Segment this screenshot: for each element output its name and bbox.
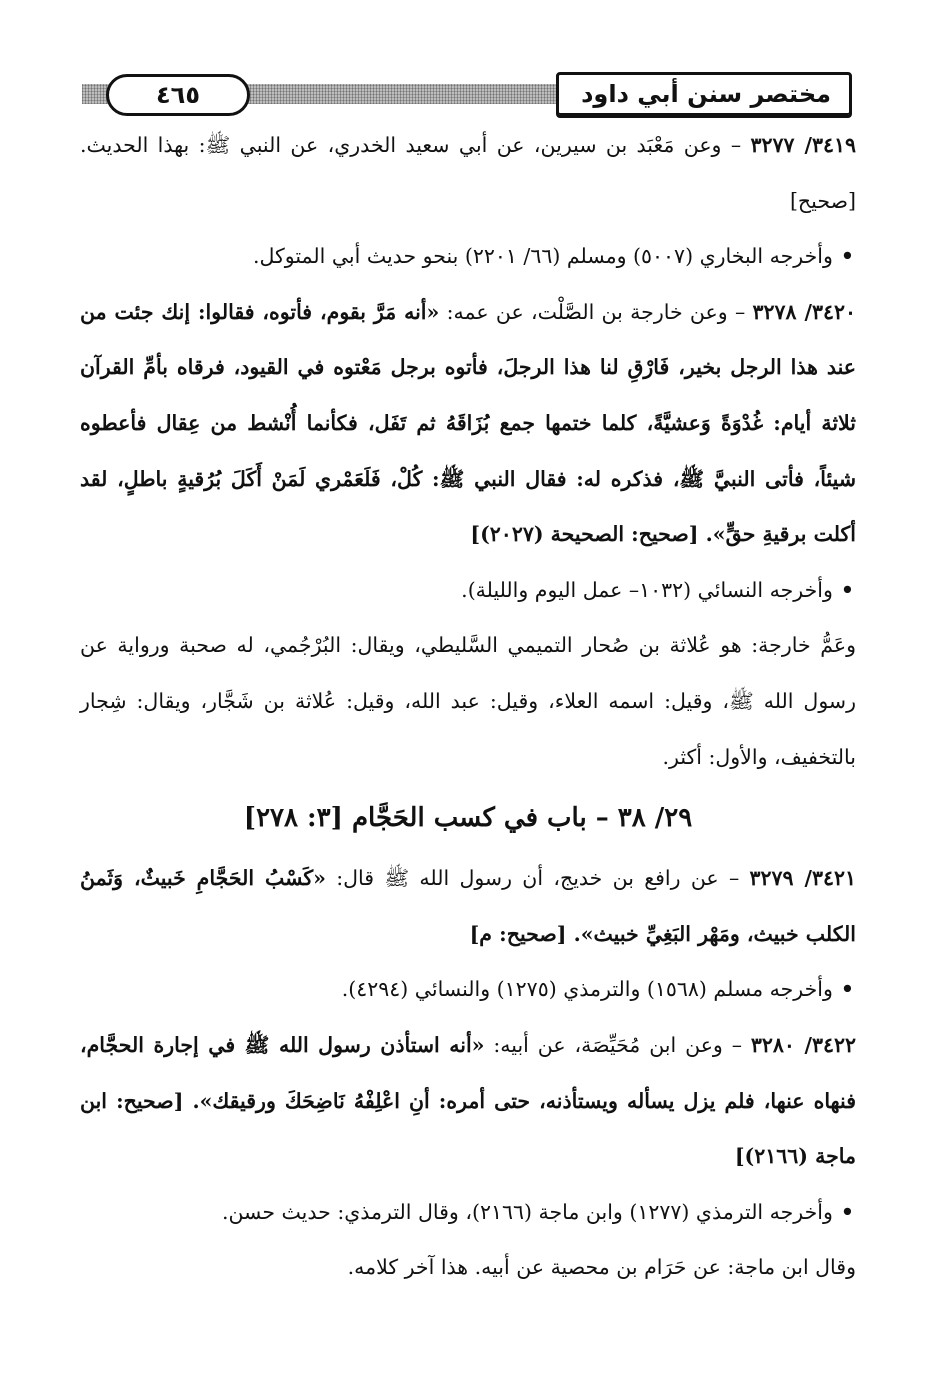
takhrij-3421 (80, 962, 856, 1018)
takhrij-text: وأخرجه النسائي (١٠٣٢– عمل اليوم والليلة). (461, 577, 833, 602)
hadith-number: ٣٤١٩/ ٣٢٧٧ (750, 133, 857, 157)
hadith-3422 (80, 1018, 856, 1185)
hadith-3421 (80, 851, 856, 962)
takhrij-text: وأخرجه الترمذي (١٢٧٧) وابن ماجة (٢١٦٦)، وقال الترمذي: حديث حسن. (221, 1199, 833, 1224)
bullet-icon: • (840, 1199, 854, 1224)
book-title: مختصر سنن أبي داود (556, 72, 852, 118)
chapter-heading: ٢٩/ ٣٨ – باب في كسب الحَجَّام [٣: ٢٧٨] (243, 803, 693, 834)
takhrij-text: وأخرجه البخاري (٥٠٠٧) ومسلم (٦٦/ ٢٢٠١) بنحو حديث أبي المتوكل. (252, 244, 833, 269)
note-3420: وعَمُّ خارجة: هو عُلاثة بن صُحار التميمي السَّليطي، ويقال: البُرْجُمي، له صحبة ورواية عن رسول الله ﷺ، وقيل: اسمه العلاء، وقيل: عبد الله، وقيل: عُلاثة بن شَجَّار، ويقال: شِجار بالتخفيف، والأول: أكثر. (80, 633, 856, 769)
bullet-icon: • (840, 577, 854, 602)
bullet-icon: • (840, 244, 854, 269)
page-number: ٤٦٥ (106, 74, 250, 116)
hadith-text: – وعن مَعْبَد بن سيرين، عن أبي سعيد الخدري، عن النبي ﷺ: بهذا الحديث. [صحيح] (80, 133, 856, 213)
hadith-text: «أنه مَرَّ بقوم، فأتوه، فقالوا: إنك جئت من عند هذا الرجل بخير، فَارْقِ لنا هذا الرجلَ، فأتوه برجل مَعْتوه في القيود، فرقاه بأمِّ القرآن ثلاثة أيام: غُدْوَةً وَعشيَّةً، كلما ختمها جمع بُزَاقَهُ ثم تَفَل، فكأنما أُنْشط من عِقال فأعطوه شيئاً، فأتى النبيَّ ﷺ، فذكره له: فقال النبي ﷺ: كُلْ، فَلَعَمْري لَمَنْ أَكَلَ بُرُقيةٍ باطلٍ، لقد أكلت برقيةِ حقٍّ». [صحيح: الصحيحة (٢٠٢٧)] (80, 299, 856, 547)
hadith-3420 (80, 285, 856, 563)
note-3422: وقال ابن ماجة: عن حَرَام بن محصية عن أبيه. هذا آخر كلامه. (347, 1255, 856, 1280)
page-content (80, 118, 856, 1296)
hadith-text: «أنه استأذن رسول الله ﷺ في إجارة الحجَّام، فنهاه عنها، فلم يزل يسأله ويستأذنه، حتى أمره: أنِ اعْلِفْهُ نَاضِحَكَ ورقيقك». [صحيح: ابن ماجة (٢١٦٦)] (80, 1032, 856, 1169)
takhrij-text: وأخرجه مسلم (١٥٦٨) والترمذي (١٢٧٥) والنسائي (٤٢٩٤). (341, 977, 833, 1002)
page-header (82, 72, 852, 116)
hadith-number: ٣٤٢٢/ ٣٢٨٠ (750, 1032, 856, 1057)
hadith-intro: – عن رافع بن خديج، أن رسول الله ﷺ قال: (325, 866, 750, 891)
takhrij-3419 (80, 229, 856, 285)
hadith-3419 (80, 118, 856, 229)
bullet-icon: • (840, 977, 854, 1002)
takhrij-3422 (80, 1185, 856, 1241)
takhrij-3420 (80, 563, 856, 619)
hadith-intro: – وعن خارجة بن الصَّلْت، عن عمه: (439, 299, 753, 324)
hadith-number: ٣٤٢٠/ ٣٢٧٨ (752, 299, 857, 324)
hadith-number: ٣٤٢١/ ٣٢٧٩ (749, 866, 856, 891)
hadith-text: «كَسْبُ الحَجَّامِ خَبيثٌ، وَثَمنُ الكلب خبيث، ومَهْر البَغِيِّ خبيث». [صحيح: م] (80, 866, 856, 946)
hadith-intro: – وعن ابن مُحَيِّصَة، عن أبيه: (484, 1032, 751, 1057)
